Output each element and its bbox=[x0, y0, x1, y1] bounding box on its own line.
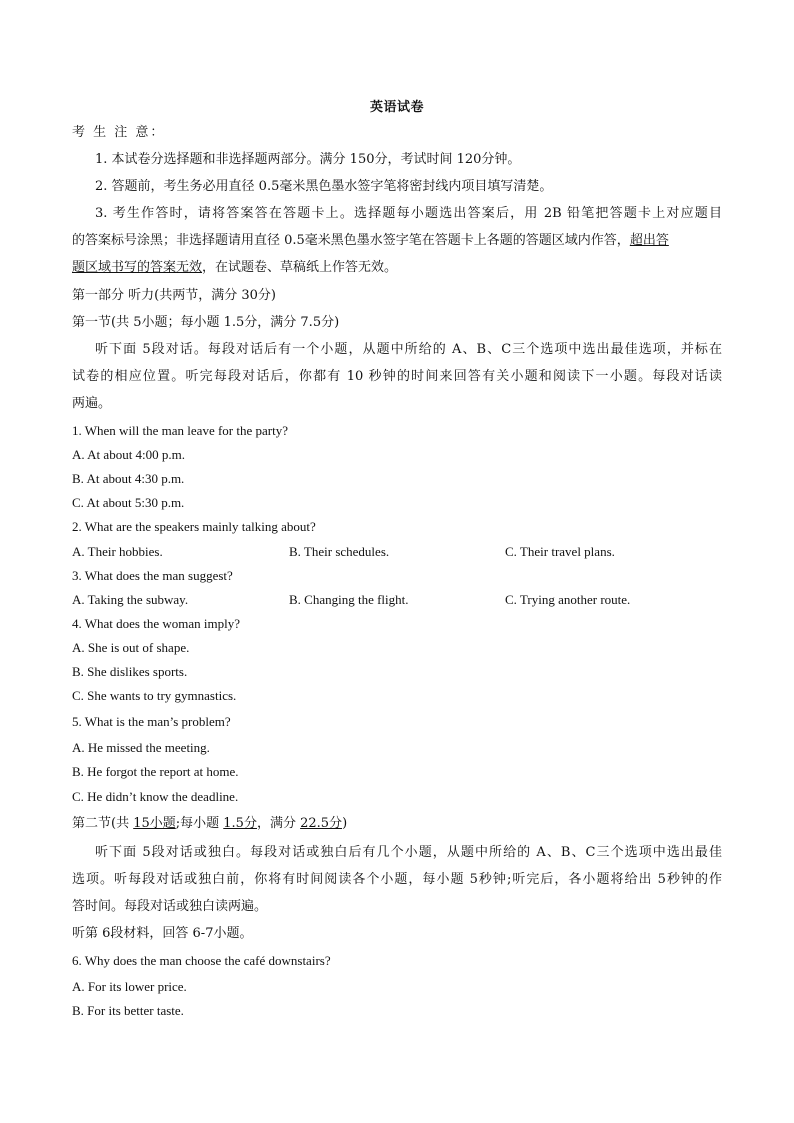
notice-item-3-line-2 bbox=[72, 232, 669, 250]
section2-points-each: 1.5分 bbox=[223, 816, 257, 831]
notice-item-3-text: 的答案标号涂黑；非选择题请用直径 0.5毫米黑色墨水签字笔在答题卡上各题的答题区域内作答， bbox=[72, 233, 630, 248]
question-5-option-c: C. He didn’t know the deadline. bbox=[72, 789, 239, 804]
section2-heading-part: ) bbox=[342, 816, 348, 831]
question-1-option-a: A. At about 4:00 p.m. bbox=[72, 447, 186, 462]
question-2-stem: 2. What are the speakers mainly talking about? bbox=[72, 519, 316, 534]
question-3-stem: 3. What does the man suggest? bbox=[72, 568, 233, 583]
page-title: 英语试卷 bbox=[369, 100, 424, 115]
notice-item-3-text-cont: ，在试题卷、草稿纸上作答无效。 bbox=[202, 260, 398, 275]
part1-heading: 第一部分 听力(共两节，满分 30分) bbox=[72, 288, 276, 303]
question-4-option-c: C. She wants to try gymnastics. bbox=[72, 688, 237, 703]
section1-heading: 第一节(共 5小题；每小题 1.5分，满分 7.5分) bbox=[72, 315, 340, 330]
question-3-option-c: C. Trying another route. bbox=[505, 592, 631, 607]
section2-instruction-line-1: 听下面 5段对话或独白。每段对话或独白后有几个小题，从题中所给的 A、B、C三个选项中选出最佳 bbox=[95, 845, 722, 860]
question-2-option-b: B. Their schedules. bbox=[289, 544, 390, 559]
question-6-stem: 6. Why does the man choose the café downstairs? bbox=[72, 953, 331, 968]
question-2-option-c: C. Their travel plans. bbox=[505, 544, 615, 559]
notice-item-3-line-3 bbox=[72, 259, 397, 277]
question-6-option-a: A. For its lower price. bbox=[72, 979, 187, 994]
question-3-option-a: A. Taking the subway. bbox=[72, 592, 189, 607]
question-1-option-b: B. At about 4:30 p.m. bbox=[72, 471, 185, 486]
notice-item-2: 2. 答题前，考生务必用直径 0.5毫米黑色墨水签字笔将密封线内项目填写清楚。 bbox=[95, 179, 553, 194]
notice-item-3-line-1: 3. 考生作答时，请将答案答在答题卡上。选择题每小题选出答案后，用 2B 铅笔把答题卡上对应题目 bbox=[95, 206, 722, 221]
question-5-stem: 5. What is the man’s problem? bbox=[72, 714, 231, 729]
section2-heading-part: 第二节(共 bbox=[72, 816, 134, 831]
section2-heading bbox=[72, 815, 347, 833]
notice-item-3-underlined-cont: 题区域书写的答案无效 bbox=[72, 260, 203, 275]
section2-heading-part: ，满分 bbox=[256, 816, 301, 831]
question-2-option-a: A. Their hobbies. bbox=[72, 544, 163, 559]
question-5-option-b: B. He forgot the report at home. bbox=[72, 764, 239, 779]
section1-instruction-line-3: 两遍。 bbox=[72, 396, 112, 411]
notice-item-3-underlined: 超出答 bbox=[629, 233, 669, 248]
section2-question-count: 15小题 bbox=[133, 816, 176, 831]
notice-item-1: 1. 本试卷分选择题和非选择题两部分。满分 150分，考试时间 120分钟。 bbox=[95, 152, 521, 167]
question-6-option-b: B. For its better taste. bbox=[72, 1003, 184, 1018]
section2-total-points: 22.5分 bbox=[300, 816, 343, 831]
question-3-option-b: B. Changing the flight. bbox=[289, 592, 409, 607]
question-1-stem: 1. When will the man leave for the party? bbox=[72, 423, 288, 438]
section1-instruction-line-1: 听下面 5段对话。每段对话后有一个小题，从题中所给的 A、B、C三个选项中选出最佳选项，并标在 bbox=[95, 342, 722, 357]
notice-heading: 考 生 注 意： bbox=[72, 125, 166, 140]
material-6-instruction: 听第 6段材料，回答 6-7小题。 bbox=[72, 926, 253, 941]
question-4-option-b: B. She dislikes sports. bbox=[72, 664, 188, 679]
section2-instruction-line-2: 选项。听每段对话或独白前，你将有时间阅读各个小题，每小题 5秒钟;听完后，各小题将给出 5秒钟的作 bbox=[72, 872, 722, 887]
question-4-option-a: A. She is out of shape. bbox=[72, 640, 190, 655]
question-5-option-a: A. He missed the meeting. bbox=[72, 740, 210, 755]
question-4-stem: 4. What does the woman imply? bbox=[72, 616, 241, 631]
section1-instruction-line-2: 试卷的相应位置。听完每段对话后，你都有 10 秒钟的时间来回答有关小题和阅读下一小题。每段对话读 bbox=[72, 369, 722, 384]
question-1-option-c: C. At about 5:30 p.m. bbox=[72, 495, 185, 510]
section2-instruction-line-3: 答时间。每段对话或独白读两遍。 bbox=[72, 899, 268, 914]
section2-heading-part: ;每小题 bbox=[175, 816, 224, 831]
